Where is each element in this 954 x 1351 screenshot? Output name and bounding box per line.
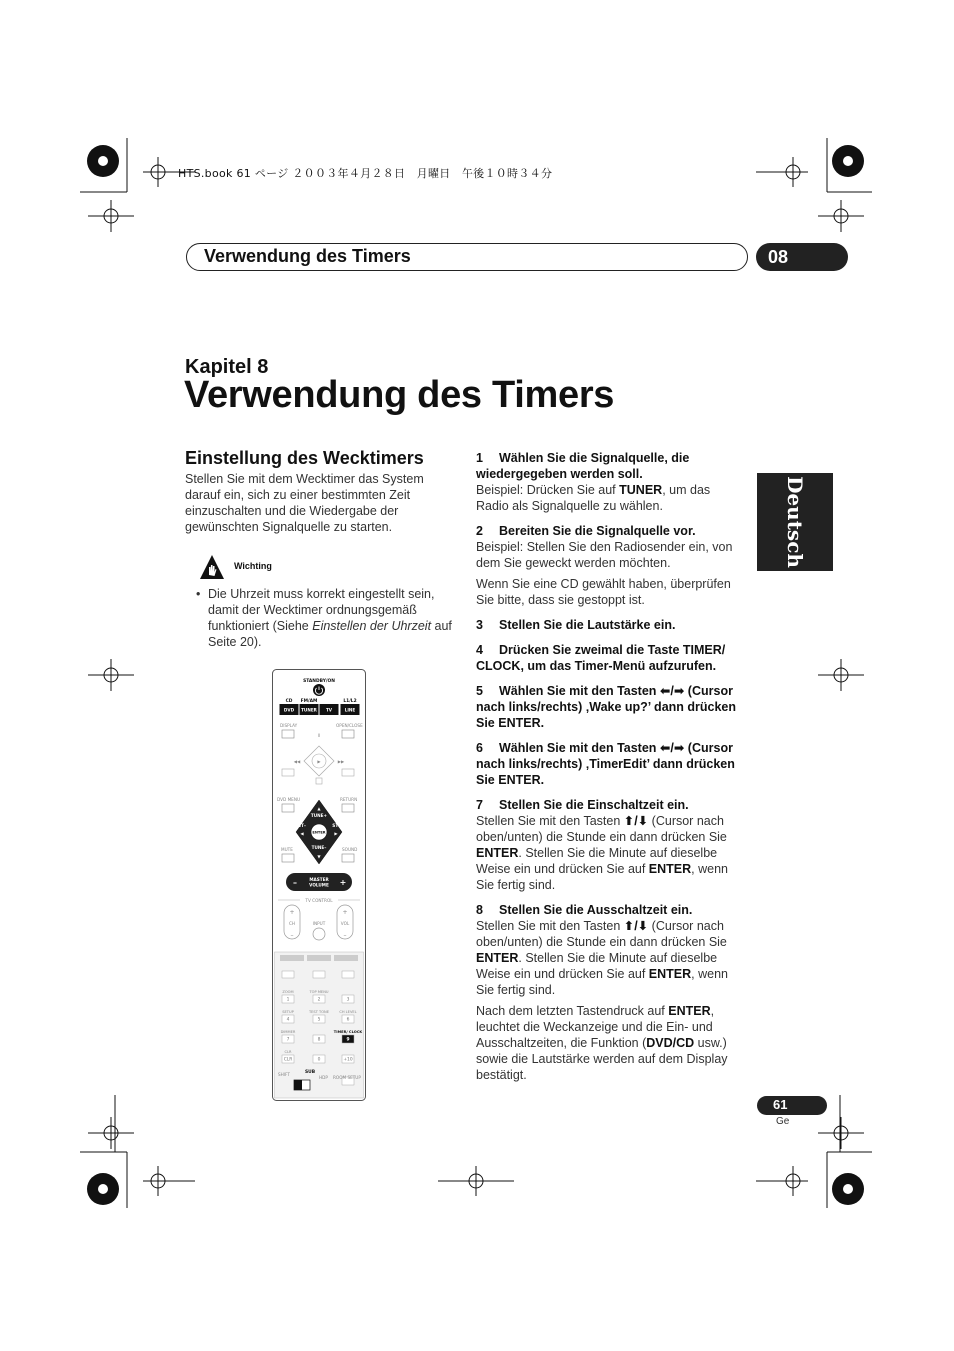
remote-number-key-label: +10 — [343, 1057, 353, 1063]
print-info: HTS.book 61 ページ ２００３年４月２８日 月曜日 午後１０時３４分 — [178, 167, 553, 180]
remote-number-key-label: 8 — [317, 1037, 321, 1043]
svg-text:ENTER: ENTER — [312, 830, 326, 835]
step-heading: 6 Wählen Sie mit den Tasten ⬅/➡ (Cursor nach links/rechts) ‚TimerEdit’ dann drücken Sie ENTER. — [476, 741, 735, 787]
remote-key-label: TIMER/ CLOCK — [333, 1030, 363, 1034]
svg-text:RETURN: RETURN — [340, 797, 358, 802]
step-number: 6 — [476, 741, 483, 755]
remote-number-key-label: 1 — [286, 997, 290, 1003]
svg-text:◀◀: ◀◀ — [293, 759, 301, 764]
step-heading: 2 Bereiten Sie die Signalquelle vor. — [476, 524, 696, 538]
svg-text:–: – — [290, 932, 294, 939]
svg-text:TUNE–: TUNE– — [311, 845, 327, 850]
remote-number-key-label: 5 — [317, 1017, 321, 1023]
remote-source-label: TV — [325, 707, 333, 713]
svg-text:MUTE: MUTE — [281, 847, 293, 852]
svg-text:SOUND: SOUND — [342, 847, 358, 852]
svg-text:MASTER: MASTER — [309, 877, 329, 882]
step-7 — [476, 797, 746, 893]
svg-text:◀: ◀ — [300, 831, 304, 836]
svg-text:VOLUME: VOLUME — [309, 882, 329, 888]
bullet-reference: Einstellen der Uhrzeit — [312, 619, 432, 633]
svg-text:ST–: ST– — [298, 823, 306, 828]
remote-number-key-label: 4 — [286, 1017, 290, 1023]
svg-text:–: – — [343, 932, 347, 939]
step-number: 7 — [476, 798, 483, 812]
remote-number-key-label: 7 — [286, 1037, 290, 1043]
remote-key-label: DIMMER — [280, 1030, 296, 1034]
step-8 — [476, 902, 746, 1083]
remote-number-key-label: 6 — [346, 1017, 350, 1023]
page-number-badge — [757, 1096, 827, 1115]
svg-text:TUNE+: TUNE+ — [310, 813, 328, 818]
step-2 — [476, 523, 746, 608]
svg-text:II: II — [317, 733, 321, 738]
remote-source-top-label: CD — [285, 699, 293, 704]
svg-text:▼: ▼ — [317, 854, 321, 859]
remote-key-label: CH LEVEL — [339, 1010, 357, 1014]
svg-text:ST+: ST+ — [332, 823, 342, 828]
header-title: Verwendung des Timers — [204, 246, 411, 266]
svg-text:DISPLAY: DISPLAY — [280, 723, 298, 728]
steps-column — [476, 450, 746, 1092]
page-language-code: Ge — [776, 1116, 790, 1127]
step-number: 8 — [476, 903, 483, 917]
svg-text:SHIFT: SHIFT — [278, 1072, 290, 1077]
remote-key-label: TEST TONE — [308, 1010, 330, 1014]
svg-text:TV CONTROL: TV CONTROL — [305, 898, 333, 903]
svg-text:▶: ▶ — [317, 759, 321, 764]
chapter-number: 08 — [768, 247, 789, 267]
svg-text:+: + — [339, 878, 347, 887]
step-number: 3 — [476, 618, 483, 632]
step-heading: 3 Stellen Sie die Lautstärke ein. — [476, 618, 676, 632]
remote-standby-label: STANDBY/ON — [303, 679, 335, 684]
svg-text:CH: CH — [288, 921, 296, 926]
step-body: Beispiel: Drücken Sie auf TUNER, um das Radio als Signalquelle zu wählen. — [476, 483, 711, 513]
svg-text:+: + — [342, 909, 348, 916]
remote-number-key-label: CLR — [283, 1057, 293, 1063]
remote-number-key-label: 2 — [317, 997, 321, 1003]
step-heading: 4 Drücken Sie zweimal die Taste TIMER/ CLOCK, um das Timer-Menü aufzurufen. — [476, 643, 726, 673]
remote-number-key-label: 9 — [346, 1037, 350, 1043]
step-number: 1 — [476, 451, 483, 465]
remote-source-label: LINE — [344, 707, 356, 713]
step-heading: 5 Wählen Sie mit den Tasten ⬅/➡ (Cursor nach links/rechts) ‚Wake up?’ dann drücken Sie ENTER. — [476, 684, 737, 730]
remote-number-key-label: 3 — [346, 997, 350, 1003]
svg-text:▶▶: ▶▶ — [337, 759, 345, 764]
step-note: Wenn Sie eine CD gewählt haben, überprüfen Sie bitte, dass sie gestoppt ist. — [476, 577, 731, 607]
warning-label: Wichting — [234, 561, 272, 571]
page-number: 61 — [773, 1097, 788, 1112]
svg-text:▲: ▲ — [317, 806, 321, 811]
step-body: Stellen Sie mit den Tasten ⬆/⬇ (Cursor nach oben/unten) die Stunde ein dann drücken Sie ENTER. Stellen Sie die Minute auf dieselbe Weise ein und drücken Sie auf ENTER, wenn Sie fertig sind. — [476, 814, 729, 892]
svg-text:VOL: VOL — [340, 921, 350, 926]
step-heading: 1 Wählen Sie die Signalquelle, die wiedergegeben werden soll. — [476, 451, 690, 481]
step-body: Stellen Sie mit den Tasten ⬆/⬇ (Cursor nach oben/unten) die Stunde ein dann drücken Sie ENTER. Stellen Sie die Minute auf dieselbe Weise ein und drücken Sie auf ENTER, wenn Sie fertig sind. — [476, 919, 729, 997]
remote-source-label: DVD — [283, 707, 295, 713]
remote-key-label: TOP MENU — [309, 990, 329, 994]
svg-text:ROOM SETUP: ROOM SETUP — [333, 1075, 361, 1080]
chapter-label: Kapitel 8 — [185, 356, 269, 378]
section-title: Einstellung des Wecktimers — [185, 448, 424, 468]
svg-text:–: – — [293, 878, 297, 887]
bullet-text: Die Uhrzeit muss korrekt eingestellt sein, damit der Wecktimer ordnungsgemäß funktioniert (Siehe — [208, 587, 435, 633]
bullet-text-end: auf Seite 20). — [208, 619, 452, 649]
remote-control-illustration — [272, 669, 366, 1101]
step-6 — [476, 740, 746, 788]
svg-text:▶: ▶ — [334, 831, 338, 836]
step-4 — [476, 642, 746, 674]
step-number: 5 — [476, 684, 483, 698]
svg-text:OPEN/CLOSE: OPEN/CLOSE — [336, 723, 363, 728]
remote-key-label: SETUP — [282, 1010, 294, 1014]
remote-key-label: CLR — [284, 1050, 292, 1054]
svg-text:HDP: HDP — [319, 1075, 328, 1080]
step-heading: 7 Stellen Sie die Einschaltzeit ein. — [476, 798, 689, 812]
step-body: Beispiel: Stellen Sie den Radiosender ein, von dem Sie geweckt werden möchten. — [476, 540, 733, 570]
step-number: 4 — [476, 643, 483, 657]
svg-text:INPUT: INPUT — [312, 921, 326, 926]
svg-text:DVD MENU: DVD MENU — [277, 797, 301, 802]
intro-paragraph: Stellen Sie mit dem Wecktimer das System darauf ein, sich zu einer bestimmten Zeit einzuschalten und die Wiedergabe der gewünschten Signalquelle zu starten. — [185, 472, 424, 534]
step-5 — [476, 683, 746, 731]
step-1 — [476, 450, 746, 514]
page-title: Verwendung des Timers — [184, 374, 615, 416]
bullet-symbol: • — [196, 587, 201, 601]
step-note: Nach dem letzten Tastendruck auf ENTER, leuchtet die Weckanzeige und die Ein- und Ausschaltzeiten, die Funktion (DVD/CD usw.) sowie die Lautstärke werden auf dem Display bestätigt. — [476, 1004, 728, 1082]
remote-number-key-label: 0 — [317, 1057, 321, 1063]
step-heading: 8 Stellen Sie die Ausschaltzeit ein. — [476, 903, 693, 917]
warning-hand-icon — [199, 554, 225, 580]
remote-source-top-label: L1/L2 — [343, 699, 357, 704]
step-3 — [476, 617, 746, 633]
remote-key-label: ZOOM — [282, 990, 294, 994]
step-number: 2 — [476, 524, 483, 538]
remote-source-top-label: FM/AM — [300, 699, 318, 704]
svg-text:+: + — [289, 909, 295, 916]
language-tab-label: Deutsch — [783, 476, 808, 568]
remote-source-label: TUNER — [301, 707, 317, 713]
svg-text:SUB: SUB — [305, 1070, 316, 1075]
